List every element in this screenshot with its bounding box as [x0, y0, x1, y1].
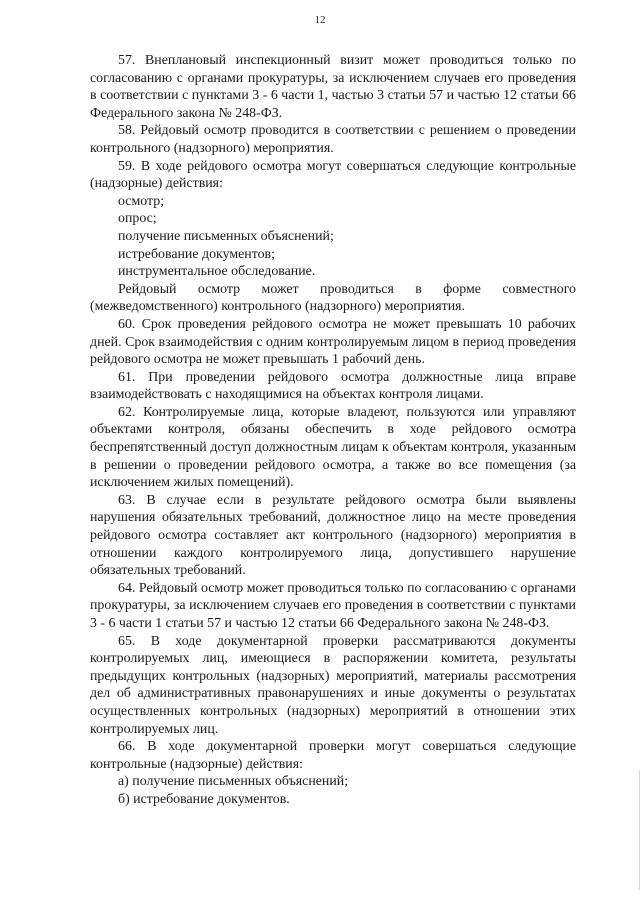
paragraph: 66. В ходе документарной проверки могут совершаться следующие контрольные (надзорные) действия: [90, 739, 576, 772]
document-body [90, 52, 576, 809]
paragraph: Рейдовый осмотр может проводиться в форме совместного (межведомственного) контрольного (надзорного) мероприятия. [90, 281, 576, 315]
list-item: б) истребование документов. [118, 791, 290, 807]
paragraph: 65. В ходе документарной проверки рассматриваются документы контролируемых лиц, имеющиеся в распоряжении комитета, результаты предыдущих контрольных (надзорных) мероприятий, материалы рассмотрения дел об административных правонарушениях и иные документы о результатах осуществленных контрольных (надзорных) мероприятий в отношении этих контролируемых лиц. [90, 633, 576, 737]
list-item: осмотр; [118, 193, 165, 209]
list-item: а) получение письменных объяснений; [118, 774, 349, 790]
paragraph: 57. Внеплановый инспекционный визит может проводиться только по согласованию с органами прокуратуры, за исключением случаев его проведения в соответствии с пунктами 3 - 6 части 1, частью 3 статьи 57 и частью 12 статьи 66 Федерального закона № 248-ФЗ. [90, 53, 576, 121]
list-item: истребование документов; [118, 246, 275, 262]
page-number: 12 [314, 14, 326, 26]
paragraph: 64. Рейдовый осмотр может проводиться только по согласованию с органами прокуратуры, за исключением случаев его проведения в соответствии с пунктами 3 - 6 части 1 статьи 57 и частью 12 статьи 66 Федерального закона № 248-ФЗ. [90, 580, 576, 631]
paragraph: 61. При проведении рейдового осмотра должностные лица вправе взаимодействовать с находящимися на объектах контроля лицами. [90, 369, 576, 403]
list-item: получение письменных объяснений; [118, 228, 334, 244]
paragraph: 63. В случае если в результате рейдового осмотра были выявлены нарушения обязательных требований, должностное лицо на месте проведения рейдового осмотра составляет акт контрольного (надзорного) мероприятия в отношении каждого контролируемого лица, допустившего нарушение обязательных требований. [90, 492, 576, 579]
list-item: инструментальное обследование. [118, 264, 316, 280]
list-item: опрос; [118, 211, 157, 227]
paragraph: 59. В ходе рейдового осмотра могут совершаться следующие контрольные (надзорные) действия: [90, 158, 576, 192]
paragraph: 62. Контролируемые лица, которые владеют, пользуются или управляют объектами контроля, обязаны обеспечить в ходе рейдового осмотра беспрепятственный доступ должностным лицам к объектам контроля, указанным в решении о проведении рейдового осмотра, а также во все помещения (за исключением жилых помещений). [90, 404, 576, 491]
paragraph: 58. Рейдовый осмотр проводится в соответствии с решением о проведении контрольного (надзорного) мероприятия. [90, 123, 576, 156]
paragraph: 60. Срок проведения рейдового осмотра не может превышать 10 рабочих дней. Срок взаимодействия с одним контролируемым лицом в период проведения рейдового осмотра не может превышать 1 рабочий день. [90, 316, 576, 368]
